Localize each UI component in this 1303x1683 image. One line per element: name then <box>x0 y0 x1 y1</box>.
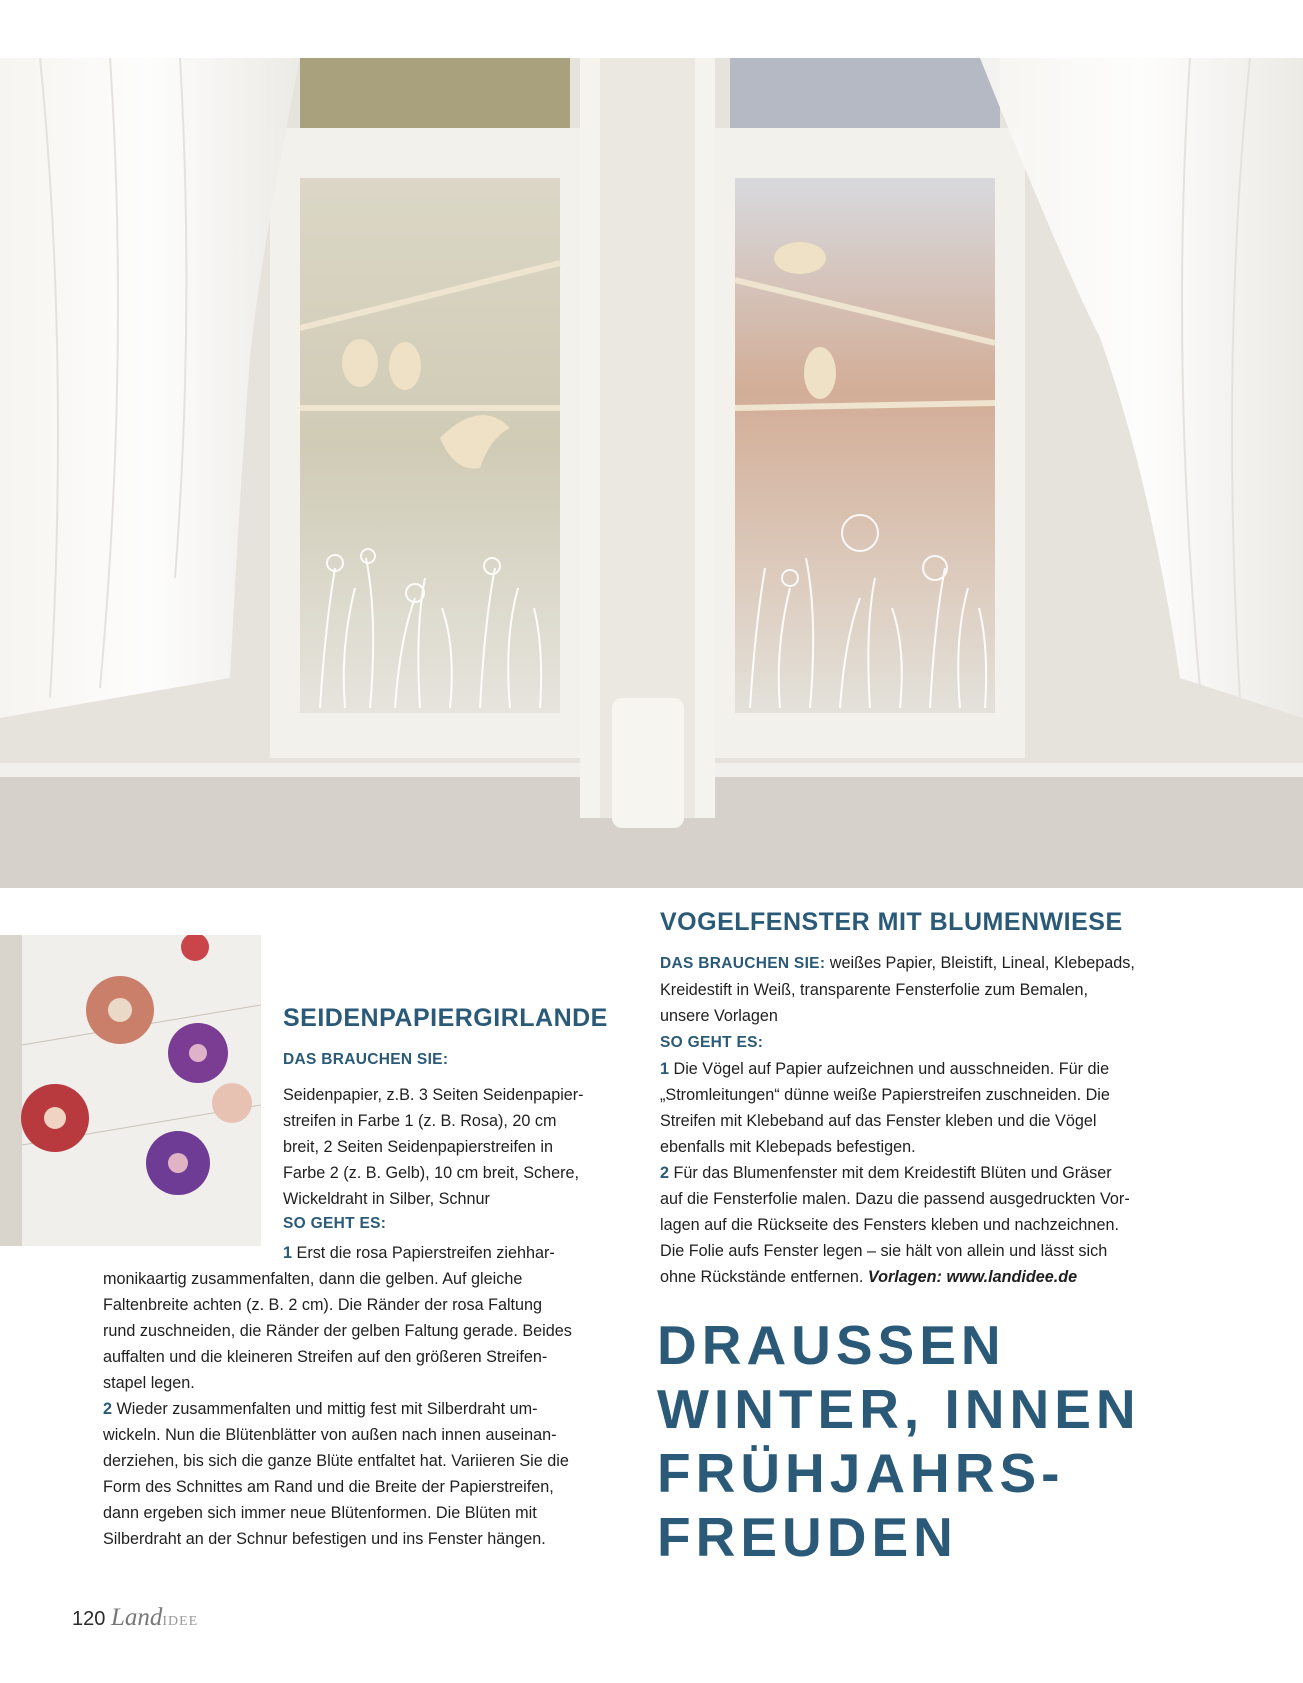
step-text: Erst die rosa Papierstreifen ziehhar- <box>296 1244 555 1262</box>
step-line: Form des Schnittes am Rand und die Breite der Papierstreifen, <box>103 1478 554 1496</box>
headline-line: FREUDEN <box>657 1506 958 1568</box>
paper-flowers-illustration <box>0 935 261 1246</box>
needs-line: Wickeldraht in Silber, Schnur <box>283 1190 490 1208</box>
step-line: derziehen, bis sich die ganze Blüte entfaltet hat. Variieren Sie die <box>103 1452 569 1470</box>
step-line: dann ergeben sich immer neue Blütenformen. Die Blüten mit <box>103 1504 537 1522</box>
section1-title: SEIDENPAPIERGIRLANDE <box>283 1004 608 1032</box>
step-line: auffalten und die kleineren Streifen auf den größeren Streifen- <box>103 1348 548 1366</box>
step-line: Die Folie aufs Fenster legen – sie hält von allein und lässt sich <box>660 1242 1108 1260</box>
step-text: Die Vögel auf Papier aufzeichnen und ausschneiden. Für die <box>673 1060 1110 1078</box>
step-number: 2 <box>660 1164 670 1182</box>
step-line: „Stromleitungen“ dünne weiße Papierstreifen zuschneiden. Die <box>660 1086 1110 1104</box>
needs-line: streifen in Farbe 1 (z. B. Rosa), 20 cm <box>283 1112 557 1130</box>
page-number: 120 <box>72 1608 106 1630</box>
needs-line: breit, 2 Seiten Seidenpapierstreifen in <box>283 1138 553 1156</box>
section2-needs-label: DAS BRAUCHEN SIE: <box>660 955 826 972</box>
step-text: Wieder zusammenfalten und mittig fest mit Silberdraht um- <box>116 1400 538 1418</box>
hero-window-photo <box>0 58 1303 888</box>
section1-steps <box>103 1266 643 1552</box>
brand-logo-sub: IDEE <box>162 1614 199 1629</box>
step-line: Faltenbreite achten (z. B. 2 cm). Die Ränder der rosa Faltung <box>103 1296 543 1314</box>
step-line: rund zuschneiden, die Ränder der gelben Faltung gerade. Beides <box>103 1322 572 1340</box>
needs-line: Kreidestift in Weiß, transparente Fensterfolie zum Bemalen, <box>660 981 1088 999</box>
needs-line: Farbe 2 (z. B. Gelb), 10 cm breit, Schere, <box>283 1164 579 1182</box>
step-text: Für das Blumenfenster mit dem Kreidestift Blüten und Gräser <box>673 1164 1112 1182</box>
garland-thumbnail-photo <box>0 935 261 1246</box>
step-line: ebenfalls mit Klebepads befestigen. <box>660 1138 916 1156</box>
step-line: Streifen mit Klebeband auf das Fenster kleben und die Vögel <box>660 1112 1097 1130</box>
step-number: 1 <box>660 1060 670 1078</box>
step-number: 2 <box>103 1400 113 1418</box>
headline-line: DRAUSSEN <box>657 1314 1006 1376</box>
needs-line: unsere Vorlagen <box>660 1007 778 1025</box>
step-line: monikaartig zusammenfalten, dann die gelben. Auf gleiche <box>103 1270 523 1288</box>
step-line: stapel legen. <box>103 1374 195 1392</box>
feature-headline <box>657 1313 1141 1569</box>
step-line: wickeln. Nun die Blütenblätter von außen nach innen auseinan- <box>103 1426 557 1444</box>
section2-howto-label: SO GEHT ES: <box>660 1034 764 1051</box>
step-line: auf die Fensterfolie malen. Dazu die passend ausgedruckten Vor- <box>660 1190 1130 1208</box>
section2-text <box>660 950 1260 1290</box>
step-number: 1 <box>283 1244 293 1262</box>
headline-line: WINTER, INNEN <box>657 1378 1141 1440</box>
brand-logo-main: Land <box>110 1604 163 1631</box>
needs-text: weißes Papier, Bleistift, Lineal, Klebepads, <box>829 954 1135 972</box>
needs-line: Seidenpapier, z.B. 3 Seiten Seidenpapier- <box>283 1086 584 1104</box>
section1-needs-label: DAS BRAUCHEN SIE: <box>283 1051 449 1068</box>
page-footer <box>72 1604 198 1632</box>
headline-line: FRÜHJAHRS- <box>657 1442 1065 1504</box>
section1-step1-first <box>283 1240 643 1266</box>
step-line: lagen auf die Rückseite des Fensters kleben und nachzeichnen. <box>660 1216 1119 1234</box>
section1-howto-label: SO GEHT ES: <box>283 1215 387 1232</box>
section1-needs-text <box>283 1082 643 1212</box>
step-text: ohne Rückstände entfernen. <box>660 1268 864 1286</box>
step-line: Silberdraht an der Schnur befestigen und ins Fenster hängen. <box>103 1530 546 1548</box>
window-illustration <box>0 58 1303 888</box>
templates-link[interactable]: Vorlagen: www.landidee.de <box>867 1268 1078 1286</box>
section2-title: VOGELFENSTER MIT BLUMENWIESE <box>660 908 1123 936</box>
